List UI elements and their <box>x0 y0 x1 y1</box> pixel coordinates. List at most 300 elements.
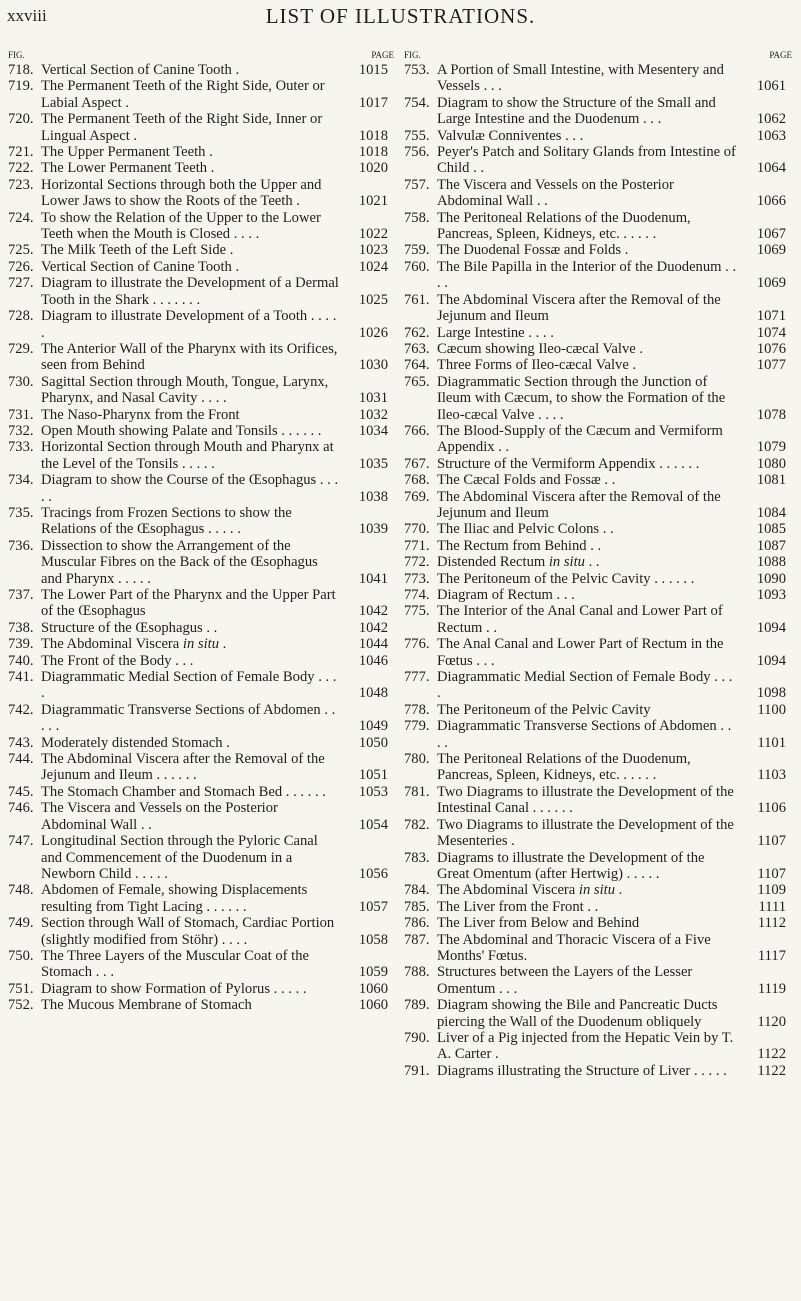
figure-number: 783. <box>404 849 430 866</box>
figure-caption: The Rectum from Behind . . <box>437 537 602 554</box>
figure-number: 737. <box>8 587 34 603</box>
page-reference: 1063 <box>756 127 786 144</box>
figure-number: 751. <box>8 980 34 997</box>
figure-caption: Large Intestine . . . . <box>437 324 554 341</box>
page-reference: 1026 <box>358 324 388 341</box>
figure-caption: The Anterior Wall of the Pharynx with its Orifices, seen from Behind <box>41 340 338 374</box>
list-item <box>404 128 792 144</box>
figure-number: 769. <box>404 488 430 505</box>
figure-number: 756. <box>404 144 430 161</box>
list-item <box>8 144 394 160</box>
figure-number: 731. <box>8 406 34 423</box>
figure-caption: The Milk Teeth of the Left Side . <box>41 242 234 259</box>
figure-caption: Diagrammatic Section through the Junction of Ileum with Cæcum, to show the Formation of the Ileo-cæcal Valve . . . . <box>437 373 726 423</box>
list-item <box>404 997 792 1030</box>
page-reference: 1062 <box>756 111 786 128</box>
figure-caption: Diagram to show the Course of the Œsophagus . . . . . <box>41 472 339 505</box>
list-item <box>8 423 394 439</box>
page-reference: 1117 <box>757 947 786 964</box>
page-reference: 1031 <box>358 390 388 407</box>
page-reference: 1024 <box>358 258 388 275</box>
figure-caption: The Cæcal Folds and Fossæ . . <box>437 472 616 489</box>
list-item <box>404 357 792 373</box>
figure-caption: The Abdominal Viscera after the Removal of the Jejunum and Ileum <box>437 291 721 325</box>
figure-number: 733. <box>8 439 34 456</box>
figure-caption: The Liver from Below and Behind <box>437 915 640 932</box>
page-reference: 1066 <box>756 193 786 210</box>
page-reference: 1069 <box>756 242 786 259</box>
page-reference: 1088 <box>756 554 786 571</box>
list-item <box>404 751 792 784</box>
figure-number: 721. <box>8 144 34 161</box>
figure-caption: Vertical Section of Canine Tooth . <box>41 258 240 275</box>
list-item <box>8 111 394 144</box>
figure-caption: Structure of the Vermiform Appendix . . . . . . <box>437 455 700 472</box>
figure-number: 781. <box>404 783 430 800</box>
figure-number: 776. <box>404 636 430 653</box>
page-reference: 1107 <box>757 865 786 882</box>
figure-caption: Diagrammatic Transverse Sections of Abdomen . . . . <box>437 718 732 751</box>
figure-caption: The Viscera and Vessels on the Posterior Abdominal Wall . . <box>41 800 278 833</box>
figure-number: 730. <box>8 373 34 390</box>
page-reference: 1048 <box>358 685 388 702</box>
list-item <box>8 636 394 652</box>
figure-caption: The Permanent Teeth of the Right Side, Outer or Labial Aspect . <box>41 78 325 111</box>
page-reference: 1049 <box>358 718 388 735</box>
page-reference: 1093 <box>756 587 786 603</box>
page-reference: 1094 <box>756 652 786 669</box>
figure-caption: The Abdominal Viscera in situ . <box>437 882 623 899</box>
figure-number: 757. <box>404 176 430 193</box>
figure-number: 774. <box>404 587 430 603</box>
figure-number: 755. <box>404 127 430 144</box>
page-reference: 1022 <box>358 226 388 243</box>
figure-caption: Two Diagrams to illustrate the Development of the Intestinal Canal . . . . . . <box>437 783 734 817</box>
figure-number: 729. <box>8 340 34 357</box>
figure-number: 759. <box>404 242 430 259</box>
figure-caption: Section through Wall of Stomach, Cardiac Portion (slightly modified from Stöhr) . . . . <box>41 915 335 948</box>
figure-number: 784. <box>404 882 430 899</box>
figure-number: 782. <box>404 816 430 833</box>
page-reference: 1018 <box>358 127 388 144</box>
page-reference: 1084 <box>756 504 786 521</box>
figure-caption: The Viscera and Vessels on the Posterior Abdominal Wall . . <box>437 176 674 210</box>
figure-caption: To show the Relation of the Upper to the Lower Teeth when the Mouth is Closed . . . . <box>41 209 321 243</box>
page-reference: 1042 <box>358 603 388 620</box>
figure-caption: The Mucous Membrane of Stomach <box>41 997 252 1014</box>
list-item <box>404 718 792 751</box>
page-reference: 1109 <box>757 882 786 899</box>
list-item <box>8 833 394 882</box>
figure-number: 788. <box>404 964 430 981</box>
page-reference: 1064 <box>756 160 786 177</box>
figure-caption: A Portion of Small Intestine, with Mesentery and Vessels . . . <box>437 62 724 95</box>
figure-caption: Moderately distended Stomach . <box>41 734 230 751</box>
list-item <box>404 341 792 357</box>
page-reference: 1032 <box>358 406 388 423</box>
list-item <box>404 915 792 931</box>
figure-caption: Two Diagrams to illustrate the Development of the Mesenteries . <box>437 816 734 850</box>
figure-caption: Liver of a Pig injected from the Hepatic Vein by T. A. Carter . <box>437 1029 734 1063</box>
list-item <box>8 374 394 407</box>
page-reference: 1080 <box>756 455 786 472</box>
right-column <box>404 50 792 1079</box>
page-reference: 1058 <box>358 931 388 948</box>
list-item <box>404 669 792 702</box>
figure-number: 789. <box>404 997 430 1014</box>
figure-caption: The Interior of the Anal Canal and Lower Part of Rectum . . <box>437 603 723 636</box>
right-entry-list <box>404 62 792 1079</box>
figure-caption: The Upper Permanent Teeth . <box>41 144 213 161</box>
list-item <box>404 62 792 95</box>
figure-number: 773. <box>404 570 430 587</box>
figure-caption: Diagrams to illustrate the Development of the Great Omentum (after Hertwig) . . . . . <box>437 849 705 882</box>
list-item <box>404 587 792 603</box>
figure-caption: Peyer's Patch and Solitary Glands from Intestine of Child . . <box>437 144 736 177</box>
page-reference: 1069 <box>756 275 786 292</box>
figure-number: 740. <box>8 652 34 669</box>
list-item <box>404 636 792 669</box>
figure-number: 727. <box>8 275 34 292</box>
figure-caption: Three Forms of Ileo-cæcal Valve . <box>437 357 637 374</box>
page-reference: 1039 <box>358 521 388 538</box>
figure-number: 771. <box>404 537 430 554</box>
page-reference: 1041 <box>358 570 388 587</box>
list-item <box>8 587 394 620</box>
figure-number: 760. <box>404 258 430 275</box>
page-reference: 1111 <box>758 898 786 915</box>
figure-caption: Diagrammatic Medial Section of Female Body . . . . <box>41 669 337 702</box>
page-reference: 1112 <box>757 915 786 932</box>
figure-caption: The Blood-Supply of the Cæcum and Vermiform Appendix . . <box>437 422 723 456</box>
page-reference: 1076 <box>756 340 786 357</box>
list-item <box>8 882 394 915</box>
list-item <box>404 571 792 587</box>
page-reference: 1018 <box>358 144 388 161</box>
list-item <box>8 669 394 702</box>
list-item <box>8 439 394 472</box>
figure-number: 780. <box>404 751 430 768</box>
figure-caption: The Peritoneum of the Pelvic Cavity . . . . . . <box>437 570 695 587</box>
figure-number: 750. <box>8 947 34 964</box>
page-reference: 1101 <box>757 734 786 751</box>
figure-number: 765. <box>404 373 430 390</box>
figure-number: 739. <box>8 636 34 653</box>
left-column <box>8 50 394 1014</box>
page-reference: 1050 <box>358 734 388 751</box>
figure-caption: Diagram showing the Bile and Pancreatic Ducts piercing the Wall of the Duodenum obliquely <box>437 997 718 1030</box>
list-item <box>8 341 394 374</box>
figure-caption: Diagram of Rectum . . . <box>437 587 575 603</box>
figure-caption: The Permanent Teeth of the Right Side, Inner or Lingual Aspect . <box>41 111 323 144</box>
list-item <box>404 259 792 292</box>
figure-number: 761. <box>404 291 430 308</box>
figure-caption: Diagram to show Formation of Pylorus . . . . . <box>41 980 307 997</box>
page-reference: 1067 <box>756 226 786 243</box>
list-item <box>404 702 792 718</box>
figure-number: 768. <box>404 472 430 489</box>
figure-number: 762. <box>404 324 430 341</box>
figure-caption: Abdomen of Female, showing Displacements resulting from Tight Lacing . . . . . . <box>41 882 308 915</box>
list-item <box>404 489 792 522</box>
page-reference: 1035 <box>358 455 388 472</box>
figure-number: 738. <box>8 619 34 636</box>
figure-number: 743. <box>8 734 34 751</box>
page-reference: 1085 <box>756 521 786 538</box>
list-item <box>404 882 792 898</box>
list-item <box>8 751 394 784</box>
page-reference: 1015 <box>358 62 388 78</box>
figure-number: 732. <box>8 422 34 439</box>
list-item <box>404 899 792 915</box>
figure-caption: Tracings from Frozen Sections to show the Relations of the Œsophagus . . . . . <box>41 504 292 538</box>
fig-header: FIG. <box>8 50 25 60</box>
page-reference: 1057 <box>358 898 388 915</box>
list-item <box>8 784 394 800</box>
figure-number: 763. <box>404 340 430 357</box>
page-reference: 1025 <box>358 291 388 308</box>
figure-number: 758. <box>404 209 430 226</box>
figure-number: 752. <box>8 997 34 1014</box>
figure-caption: Structure of the Œsophagus . . <box>41 619 218 636</box>
list-item <box>8 948 394 981</box>
page-reference: 1098 <box>756 685 786 702</box>
list-item <box>404 932 792 965</box>
page-reference: 1054 <box>358 816 388 833</box>
figure-number: 787. <box>404 931 430 948</box>
page-number: xxviii <box>7 6 47 25</box>
figure-number: 744. <box>8 751 34 768</box>
list-item <box>8 242 394 258</box>
list-item <box>8 407 394 423</box>
figure-caption: Diagram to show the Structure of the Small and Large Intestine and the Duodenum . . . <box>437 94 716 128</box>
list-item <box>404 964 792 997</box>
list-item <box>404 1063 792 1079</box>
list-item <box>404 1030 792 1063</box>
page-reference: 1087 <box>756 537 786 554</box>
page-reference: 1120 <box>757 1013 786 1030</box>
list-item <box>8 259 394 275</box>
list-item <box>404 292 792 325</box>
list-item <box>8 308 394 341</box>
list-item <box>404 423 792 456</box>
figure-caption: Sagittal Section through Mouth, Tongue, Larynx, Pharynx, and Nasal Cavity . . . . <box>41 373 329 407</box>
figure-caption: The Liver from the Front . . <box>437 898 599 915</box>
figure-caption: Horizontal Section through Mouth and Pharynx at the Level of the Tonsils . . . . . <box>41 439 334 472</box>
figure-number: 734. <box>8 472 34 489</box>
figure-caption: The Three Layers of the Muscular Coat of the Stomach . . . <box>41 947 309 981</box>
list-item <box>8 735 394 751</box>
page-reference: 1056 <box>358 865 388 882</box>
figure-number: 772. <box>404 554 430 571</box>
list-item <box>8 800 394 833</box>
figure-number: 764. <box>404 357 430 374</box>
page-reference: 1053 <box>358 783 388 800</box>
list-item <box>8 538 394 587</box>
page-reference: 1059 <box>358 964 388 981</box>
figure-caption: The Abdominal and Thoracic Viscera of a Five Months' Fœtus. <box>437 931 711 964</box>
list-item <box>8 177 394 210</box>
list-item <box>8 981 394 997</box>
figure-number: 777. <box>404 669 430 686</box>
list-item <box>404 374 792 423</box>
figure-caption: The Abdominal Viscera after the Removal of the Jejunum and Ileum <box>437 488 721 521</box>
figure-caption: Diagram to illustrate the Development of a Dermal Tooth in the Shark . . . . . . . <box>41 275 339 308</box>
figure-number: 723. <box>8 176 34 193</box>
figure-caption: Cæcum showing Ileo-cæcal Valve . <box>437 340 644 357</box>
figure-number: 745. <box>8 783 34 800</box>
page-reference: 1078 <box>756 406 786 423</box>
figure-caption: Horizontal Sections through both the Upper and Lower Jaws to show the Roots of the Teeth . <box>41 176 322 210</box>
left-entry-list <box>8 62 394 1014</box>
figure-number: 779. <box>404 718 430 735</box>
figure-number: 786. <box>404 915 430 932</box>
fig-header: FIG. <box>404 50 421 60</box>
page-header-label: PAGE <box>769 50 792 60</box>
figure-number: 720. <box>8 111 34 128</box>
figure-caption: The Peritoneal Relations of the Duodenum, Pancreas, Spleen, Kidneys, etc. . . . . . <box>437 751 691 784</box>
figure-caption: The Front of the Body . . . <box>41 652 194 669</box>
page-reference: 1023 <box>358 242 388 259</box>
list-item <box>8 275 394 308</box>
page-reference: 1100 <box>757 701 786 718</box>
list-item <box>8 702 394 735</box>
figure-number: 767. <box>404 455 430 472</box>
figure-number: 718. <box>8 62 34 78</box>
list-item <box>8 62 394 78</box>
page-reference: 1021 <box>358 193 388 210</box>
figure-number: 735. <box>8 504 34 521</box>
page-reference: 1060 <box>358 980 388 997</box>
figure-number: 719. <box>8 78 34 95</box>
figure-number: 724. <box>8 209 34 226</box>
page-reference: 1077 <box>756 357 786 374</box>
list-item <box>404 538 792 554</box>
figure-caption: The Anal Canal and Lower Part of Rectum in the Fœtus . . . <box>437 636 724 669</box>
list-item <box>404 784 792 817</box>
page-reference: 1079 <box>756 439 786 456</box>
figure-number: 754. <box>404 94 430 111</box>
figure-caption: The Peritoneal Relations of the Duodenum, Pancreas, Spleen, Kidneys, etc. . . . . . <box>437 209 691 243</box>
list-item <box>8 78 394 111</box>
list-item <box>404 210 792 243</box>
figure-number: 742. <box>8 701 34 718</box>
figure-caption: The Abdominal Viscera after the Removal of the Jejunum and Ileum . . . . . . <box>41 751 325 784</box>
figure-number: 741. <box>8 669 34 686</box>
page-reference: 1071 <box>756 308 786 325</box>
figure-number: 725. <box>8 242 34 259</box>
page-reference: 1042 <box>358 619 388 636</box>
list-item <box>404 603 792 636</box>
list-item <box>404 521 792 537</box>
figure-caption: The Stomach Chamber and Stomach Bed . . . . . . <box>41 783 326 800</box>
list-item <box>8 997 394 1013</box>
figure-caption: Diagrammatic Transverse Sections of Abdomen . . . . . <box>41 701 336 735</box>
figure-number: 775. <box>404 603 430 620</box>
page-header <box>0 4 801 30</box>
figure-caption: The Lower Part of the Pharynx and the Upper Part of the Œsophagus <box>41 587 336 620</box>
figure-number: 736. <box>8 537 34 554</box>
figure-caption: The Naso-Pharynx from the Front <box>41 406 240 423</box>
page-reference: 1061 <box>756 78 786 95</box>
figure-number: 746. <box>8 800 34 817</box>
page-reference: 1081 <box>756 472 786 489</box>
page-reference: 1119 <box>757 980 786 997</box>
list-item <box>404 850 792 883</box>
page-reference: 1122 <box>757 1046 786 1063</box>
list-item <box>404 242 792 258</box>
page-reference: 1020 <box>358 160 388 177</box>
list-item <box>404 456 792 472</box>
page-reference: 1044 <box>358 636 388 653</box>
figure-number: 728. <box>8 308 34 325</box>
page-reference: 1103 <box>757 767 786 784</box>
list-item <box>8 653 394 669</box>
figure-number: 748. <box>8 882 34 899</box>
page-title: LIST OF ILLUSTRATIONS. <box>265 4 536 28</box>
figure-number: 722. <box>8 160 34 177</box>
figure-caption: Diagrams illustrating the Structure of Liver . . . . . <box>437 1062 727 1079</box>
page-reference: 1074 <box>756 324 786 341</box>
page-reference: 1090 <box>756 570 786 587</box>
list-item <box>8 915 394 948</box>
list-item <box>404 325 792 341</box>
figure-number: 791. <box>404 1062 430 1079</box>
list-item <box>8 210 394 243</box>
figure-caption: The Abdominal Viscera in situ . <box>41 636 227 653</box>
list-item <box>8 160 394 176</box>
figure-caption: The Peritoneum of the Pelvic Cavity <box>437 701 651 718</box>
left-column-header <box>8 50 394 62</box>
list-item <box>404 554 792 570</box>
page-reference: 1106 <box>757 800 786 817</box>
page-reference: 1122 <box>757 1062 786 1079</box>
figure-caption: Vertical Section of Canine Tooth . <box>41 62 240 78</box>
figure-caption: The Bile Papilla in the Interior of the Duodenum . . . . <box>437 258 737 292</box>
page-reference: 1060 <box>358 997 388 1014</box>
figure-number: 766. <box>404 422 430 439</box>
figure-number: 770. <box>404 521 430 538</box>
page-reference: 1046 <box>358 652 388 669</box>
list-item <box>404 177 792 210</box>
page-reference: 1094 <box>756 619 786 636</box>
list-item <box>404 817 792 850</box>
page-reference: 1017 <box>358 94 388 111</box>
figure-number: 747. <box>8 833 34 850</box>
figure-caption: Structures between the Layers of the Lesser Omentum . . . <box>437 964 693 997</box>
list-item <box>8 472 394 505</box>
figure-number: 749. <box>8 915 34 932</box>
page-reference: 1034 <box>358 422 388 439</box>
figure-caption: Valvulæ Conniventes . . . <box>437 127 584 144</box>
page-reference: 1107 <box>757 833 786 850</box>
figure-number: 778. <box>404 701 430 718</box>
page-reference: 1038 <box>358 488 388 505</box>
figure-caption: Diagram to illustrate Development of a Tooth . . . . . <box>41 308 337 341</box>
list-item <box>8 505 394 538</box>
page-reference: 1051 <box>358 767 388 784</box>
list-item <box>404 472 792 488</box>
figure-caption: The Iliac and Pelvic Colons . . <box>437 521 614 538</box>
figure-number: 785. <box>404 898 430 915</box>
figure-number: 726. <box>8 258 34 275</box>
figure-caption: The Lower Permanent Teeth . <box>41 160 215 177</box>
list-item <box>8 620 394 636</box>
list-item <box>404 95 792 128</box>
figure-caption: Diagrammatic Medial Section of Female Body . . . . <box>437 669 733 702</box>
figure-caption: Open Mouth showing Palate and Tonsils . . . . . . <box>41 422 322 439</box>
page-reference: 1030 <box>358 357 388 374</box>
